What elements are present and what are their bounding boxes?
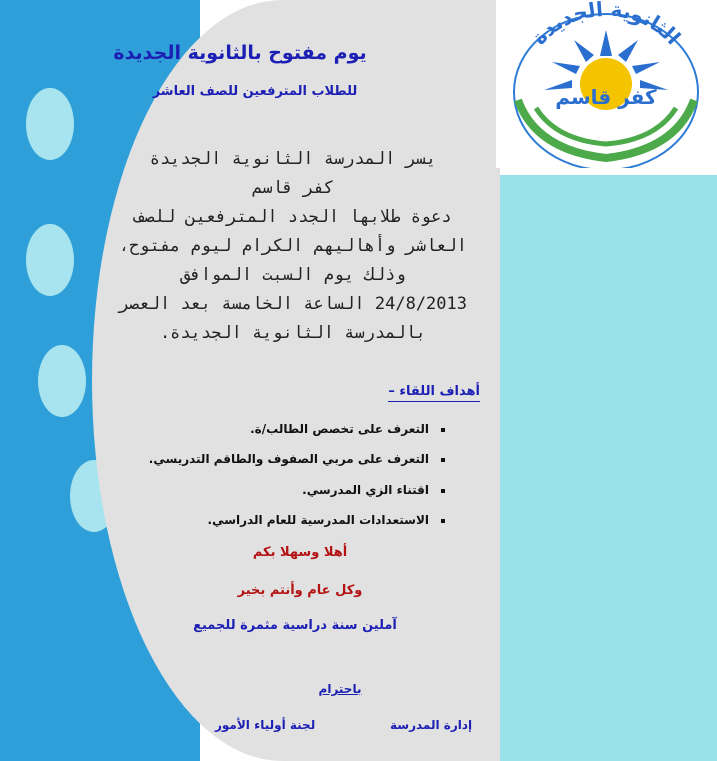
invitation-line: العاشر وأهاليهم الكرام ليوم مفتوح،	[119, 236, 467, 256]
wish-text: آملين سنة دراسية مثمرة للجميع	[193, 618, 397, 633]
goal-text: التعرف على مربي الصفوف والطاقم التدريسي.	[148, 452, 429, 466]
page-subtitle: للطلاب المترفعين للصف العاشر	[152, 84, 358, 99]
invitation-paper	[92, 0, 500, 761]
goal-text: التعرف على تخصص الطالب/ة.	[250, 422, 429, 436]
welcome-text: أهلا وسهلا بكم	[252, 545, 348, 560]
invitation-text	[102, 145, 484, 348]
bullet-icon	[441, 519, 445, 523]
goal-item	[125, 483, 445, 497]
decor-circle	[26, 224, 74, 296]
goal-item	[125, 422, 445, 436]
invitation-line: يسر المدرسة الثانوية الجديدة	[149, 149, 437, 169]
decor-circle	[38, 345, 86, 417]
school-logo	[496, 0, 717, 168]
invitation-line: بالمدرسة الثانوية الجديدة.	[159, 323, 427, 343]
goal-item	[125, 452, 445, 466]
goal-text: الاستعدادات المدرسية للعام الدراسي.	[207, 513, 429, 527]
signature-administration: إدارة المدرسة	[390, 718, 473, 732]
bullet-icon	[441, 458, 445, 462]
invitation-line: كفر قاسم	[252, 178, 334, 198]
page-title: يوم مفتوح بالثانوية الجديدة	[113, 42, 367, 64]
goals-heading	[320, 384, 480, 399]
goal-text: اقتناء الزي المدرسي.	[302, 483, 429, 497]
invitation-line: 24/8/2013 الساعة الخامسة بعد العصر	[119, 294, 467, 314]
invitation-line: وذلك يوم السبت الموافق	[180, 265, 406, 285]
decor-circle	[26, 88, 74, 160]
invitation-line: دعوة طلابها الجدد المترفعين للصف	[134, 207, 452, 227]
greeting-text: وكل عام وأنتم بخير	[237, 583, 363, 598]
signature-parents-committee: لجنة أولياء الأمور	[215, 718, 316, 732]
logo-town-text: كفر قاسم	[555, 85, 657, 109]
goals-heading-text: أهداف اللقاء –	[388, 384, 480, 402]
respect-text: باحترام	[318, 682, 362, 696]
bullet-icon	[441, 428, 445, 432]
bullet-icon	[441, 489, 445, 493]
goal-item	[125, 513, 445, 527]
logo-arc-text: الثانوية الجديدة	[526, 0, 686, 50]
